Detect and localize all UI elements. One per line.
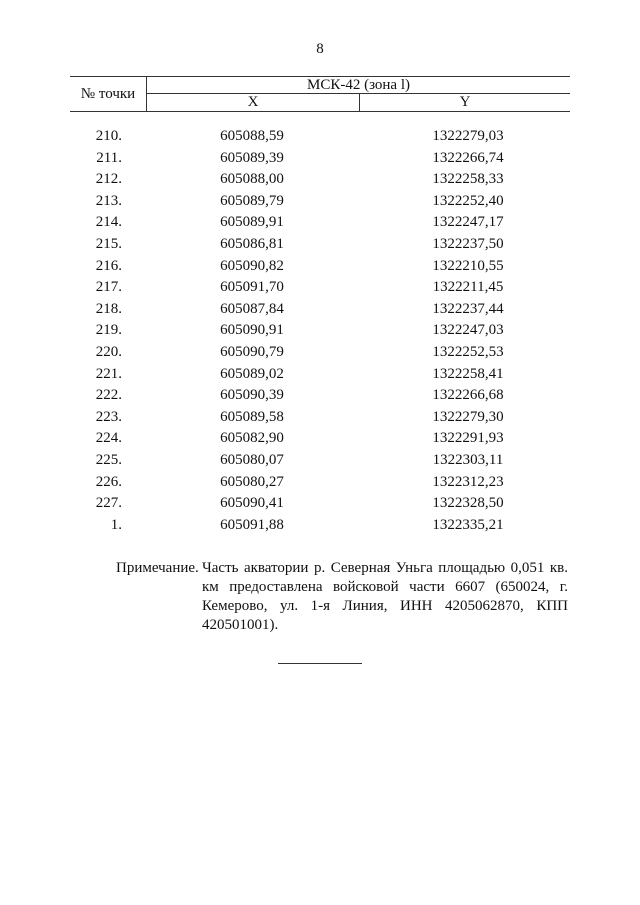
- x-cell: 605080,07: [220, 451, 284, 468]
- table-row: [70, 450, 570, 472]
- y-cell: 1322303,11: [432, 451, 504, 468]
- x-cell: 605090,41: [220, 495, 284, 512]
- point-number-cell: 224.: [95, 430, 122, 447]
- point-number-cell: 214.: [95, 214, 122, 231]
- y-cell: 1322247,17: [432, 214, 504, 231]
- page-number: 8: [316, 41, 324, 57]
- x-cell: 605080,27: [220, 473, 284, 490]
- x-cell: 605090,79: [220, 343, 284, 360]
- x-cell: 605090,82: [220, 257, 284, 274]
- y-cell: 1322328,50: [432, 495, 504, 512]
- point-number-cell: 218.: [95, 300, 122, 317]
- x-cell: 605090,39: [220, 387, 284, 404]
- point-number-cell: 216.: [95, 257, 122, 274]
- table-row: [70, 277, 570, 299]
- y-cell: 1322266,74: [432, 149, 504, 166]
- point-number-cell: 212.: [95, 171, 122, 188]
- x-cell: 605089,91: [220, 214, 284, 231]
- table-row: [70, 148, 570, 170]
- x-cell: 605090,91: [220, 322, 284, 339]
- table-row: [70, 342, 570, 364]
- table-row: [70, 126, 570, 148]
- table-row: [70, 169, 570, 191]
- coordinates-table-body: [70, 126, 570, 536]
- y-cell: 1322266,68: [432, 387, 504, 404]
- point-number-cell: 221.: [95, 365, 122, 382]
- x-cell: 605089,02: [220, 365, 284, 382]
- x-cell: 605088,00: [220, 171, 284, 188]
- point-number-cell: 226.: [95, 473, 122, 490]
- y-cell: 1322279,30: [432, 408, 504, 425]
- point-number-cell: 211.: [96, 149, 122, 166]
- point-number-cell: 213.: [95, 192, 122, 209]
- note-label: Примечание.: [116, 560, 199, 576]
- table-row: [70, 515, 570, 537]
- y-cell: 1322258,33: [432, 171, 504, 188]
- y-cell: 1322279,03: [432, 128, 504, 144]
- header-y: Y: [360, 94, 571, 112]
- y-cell: 1322335,21: [432, 516, 504, 533]
- point-number-cell: 222.: [95, 387, 122, 404]
- y-cell: 1322252,53: [432, 343, 504, 360]
- x-cell: 605089,79: [220, 192, 284, 209]
- point-number-cell: 223.: [95, 408, 122, 425]
- table-row: [70, 493, 570, 515]
- point-number-cell: 215.: [95, 235, 122, 252]
- x-cell: 605088,59: [220, 128, 284, 144]
- x-cell: 605087,84: [220, 300, 284, 317]
- y-cell: 1322210,55: [432, 257, 504, 274]
- table-row: [70, 472, 570, 494]
- header-x: X: [147, 94, 360, 112]
- y-cell: 1322237,50: [432, 235, 504, 252]
- x-cell: 605089,58: [220, 408, 284, 425]
- y-cell: 1322252,40: [432, 192, 504, 209]
- y-cell: 1322312,23: [432, 473, 504, 490]
- y-cell: 1322291,93: [432, 430, 504, 447]
- table-row: [70, 320, 570, 342]
- x-cell: 605089,39: [220, 149, 284, 166]
- note-text: Часть акватории р. Северная Уньга площадью 0,051 кв. км предоставлена войсковой части 6607 (650024, г. Кемерово, ул. 1-я Линия, ИНН 4205062870, КПП 420501001).: [202, 560, 568, 633]
- coordinates-table-header: [70, 76, 570, 112]
- point-number-cell: 210.: [95, 128, 122, 144]
- x-cell: 605086,81: [220, 235, 284, 252]
- point-number-cell: 225.: [95, 451, 122, 468]
- x-cell: 605091,88: [220, 516, 284, 533]
- point-number-cell: 219.: [95, 322, 122, 339]
- table-row: [70, 212, 570, 234]
- header-coordinate-system: МСК-42 (зона l): [147, 77, 571, 94]
- table-row: [70, 428, 570, 450]
- table-row: [70, 364, 570, 386]
- header-point-number: № точки: [70, 77, 147, 112]
- y-cell: 1322237,44: [432, 300, 504, 317]
- point-number-cell: 227.: [95, 495, 122, 512]
- table-row: [70, 191, 570, 213]
- point-number-cell: 1.: [110, 516, 122, 533]
- point-number-cell: 217.: [95, 279, 122, 296]
- table-row: [70, 407, 570, 429]
- table-row: [70, 299, 570, 321]
- x-cell: 605091,70: [220, 279, 284, 296]
- table-row: [70, 234, 570, 256]
- end-rule: [278, 663, 362, 664]
- table-row: [70, 256, 570, 278]
- y-cell: 1322247,03: [432, 322, 504, 339]
- point-number-cell: 220.: [95, 343, 122, 360]
- table-row: [70, 385, 570, 407]
- y-cell: 1322211,45: [432, 279, 504, 296]
- x-cell: 605082,90: [220, 430, 284, 447]
- y-cell: 1322258,41: [432, 365, 504, 382]
